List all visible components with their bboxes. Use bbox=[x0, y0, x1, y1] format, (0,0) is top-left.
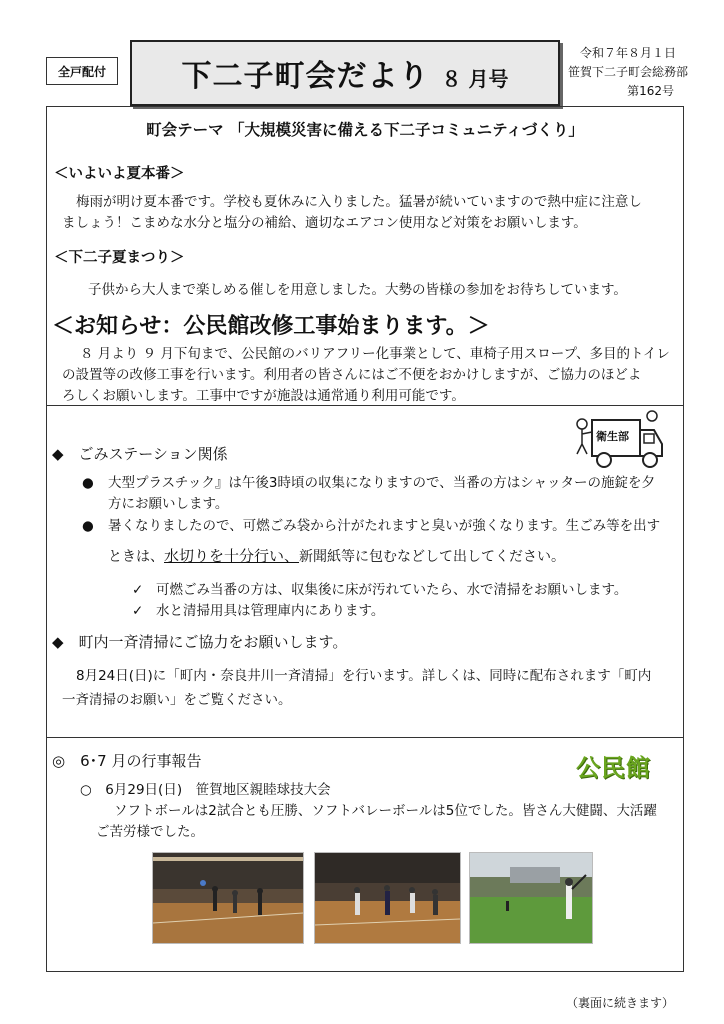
summer-text-2: ましょう！こまめな水分と塩分の補給、適切なエアコン使用など対策をお願いします。 bbox=[62, 215, 587, 231]
garbage-item-2-underline: 水切りを十分行い、 bbox=[164, 547, 300, 565]
divider-2 bbox=[46, 737, 684, 738]
garbage-item-2-line-2 bbox=[108, 546, 565, 568]
check-mark-1: ✓ bbox=[132, 582, 144, 598]
publisher: 笹賀下二子町会総務部 bbox=[568, 65, 689, 79]
festival-text: 子供から大人まで楽しめる催しを用意しました。大勢の皆様の参加をお待ちしています。 bbox=[88, 282, 627, 298]
newsletter-title: 下二子町会だより bbox=[181, 59, 430, 94]
check-item-1: 可燃ごみ当番の方は、収集後に床が汚れていたら、水で清掃をお願いします。 bbox=[156, 582, 628, 598]
issue-number: 第162号 bbox=[627, 84, 674, 98]
summer-text-1: 梅雨が明け夏本番です。学校も夏休みに入りました。猛暑が続いていますので熱中症に注意し bbox=[76, 194, 642, 210]
festival-heading: ＜下二子夏まつり＞ bbox=[54, 250, 185, 266]
publication-info bbox=[568, 44, 688, 101]
event-report-heading: ◎ 6･7 月の行事報告 bbox=[52, 752, 202, 770]
summer-heading: ＜いよいよ夏本番＞ bbox=[54, 166, 185, 182]
town-theme: 町会テーマ 「大規模災害に備える下二子コミュニティづくり」 bbox=[146, 121, 584, 139]
garbage-item-2-line-2-b: 新聞紙等に包むなどして出してください。 bbox=[299, 549, 566, 565]
check-item-2: 水と清掃用具は管理庫内にあります。 bbox=[156, 603, 385, 619]
check-mark-2: ✓ bbox=[132, 603, 144, 619]
notice-text-1: ８ 月より ９ 月下旬まで、公民館のバリアフリー化事業として、車椅子用スロープ、多目的トイレ bbox=[80, 346, 670, 362]
garbage-item-2-line-1: 暑くなりましたので、可燃ごみ袋から汁がたれますと臭いが強くなります。生ごみ等を出す bbox=[108, 518, 661, 534]
garbage-item-1-line-1: 大型プラスチック』は午後3時頃の収集になりますので、当番の方はシャッターの施錠を夕 bbox=[108, 475, 655, 491]
distribution-badge: 全戸配付 bbox=[46, 57, 118, 85]
bullet-dot-2: ● bbox=[82, 518, 94, 534]
notice-text-3: ろしくお願いします。工事中ですが施設は通常通り利用可能です。 bbox=[62, 388, 465, 404]
event-report-2: ご苦労様でした。 bbox=[96, 824, 204, 840]
continued-note: （裏面に続きます） bbox=[566, 996, 675, 1010]
cleanup-text-2: 一斉清掃のお願い」をご覧ください。 bbox=[62, 692, 292, 708]
issue-month: ８ 月号 bbox=[441, 66, 509, 91]
truck-label: 衛生部 bbox=[596, 430, 629, 443]
publication-date: 令和７年８月１日 bbox=[579, 46, 676, 60]
photo-softball-field bbox=[469, 852, 593, 944]
event-title: ○ 6月29日(日) 笹賀地区親睦球技大会 bbox=[80, 782, 331, 798]
photo-gym-2 bbox=[314, 852, 461, 944]
garbage-heading: ◆ ごみステーション関係 bbox=[52, 445, 228, 463]
cleanup-text-1: 8月24日(日)に「町内・奈良井川一斉清掃」を行います。詳しくは、同時に配布されます「町内 bbox=[76, 668, 652, 684]
notice-text-2: の設置等の改修工事を行います。利用者の皆さんにはご不便をおかけしますが、ご協力のほどよ bbox=[62, 367, 642, 383]
newsletter-title-box bbox=[130, 40, 560, 106]
cleanup-heading: ◆ 町内一斉清掃にご協力をお願いします。 bbox=[52, 633, 348, 651]
garbage-item-2-line-2-a: ときは、 bbox=[108, 549, 164, 565]
event-report-1: ソフトボールは2試合とも圧勝、ソフトバレーボールは5位でした。皆さん大健闘、大活躍 bbox=[114, 803, 657, 819]
notice-heading: ＜お知らせ：公民館改修工事始まります。＞ bbox=[52, 314, 490, 339]
bullet-dot-1: ● bbox=[82, 475, 94, 491]
garbage-item-1-line-2: 方にお願いします。 bbox=[108, 496, 229, 512]
kominkan-logo: 公民館 bbox=[576, 754, 651, 782]
photo-gym-1 bbox=[152, 852, 304, 944]
